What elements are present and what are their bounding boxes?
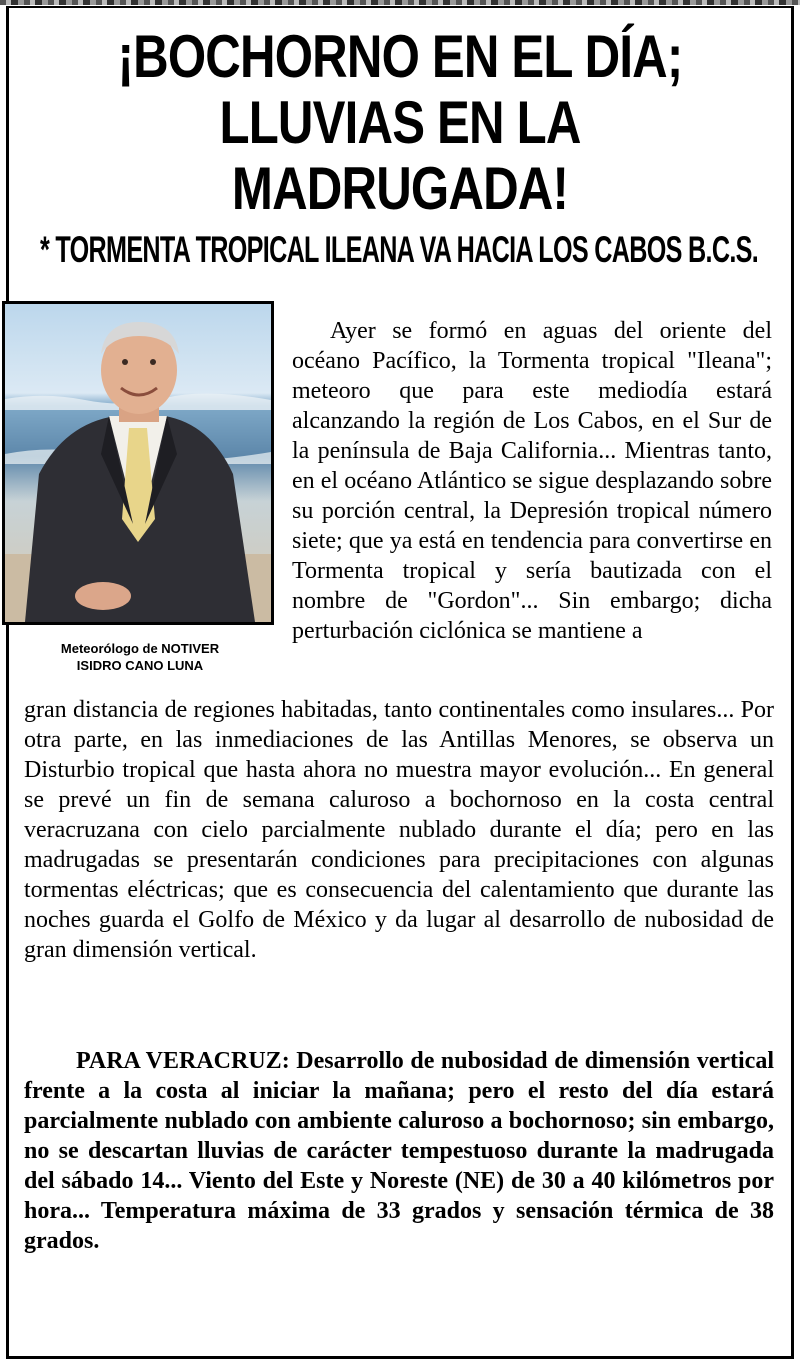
top-edge-strip (0, 0, 800, 5)
headline (72, 24, 728, 222)
subheadline: * TORMENTA TROPICAL ILEANA VA HACIA LOS CABOS B.C.S. (40, 229, 759, 270)
caption-line-2: ISIDRO CANO LUNA (76, 658, 204, 673)
portrait-illustration (5, 304, 271, 622)
photo-caption (20, 640, 260, 674)
article-paragraph-1-continued: gran distancia de regiones habitadas, tanto continentales como insulares... Por otra parte, en las inmediaciones de las Antillas Menores, se observa un Disturbio tropical que hasta ahora no muestra mayor evolución... En general se prevé un fin de semana caluroso a bochornoso en la costa central veracruzana con cielo parcialmente nublado durante el día; pero en las madrugadas se presentarán condiciones para precipitaciones con algunas tormentas eléctricas; que es consecuencia del calentamiento que durante las noches guarda el Golfo de México y da lugar al desarrollo de nubosidad de gran dimensión vertical. (24, 697, 774, 963)
meteorologist-photo (2, 301, 274, 625)
article-paragraph-1-beside-photo: Ayer se formó en aguas del oriente del océano Pacífico, la Tormenta tropical "Ileana"; meteoro que para este mediodía estará alcanzando la región de Los Cabos, en el Sur de la península de Baja California... Mientras tanto, en el océano Atlántico se sigue desplazando sobre su porción central, la Depresión tropical número siete; que ya está en tendencia para convertirse en Tormenta tropical y sería bautizada con el nombre de "Gordon"... Sin embargo; dicha perturbación ciclónica se mantiene a (292, 318, 772, 644)
article-paragraph-2-forecast: PARA VERACRUZ: Desarrollo de nubosidad de dimensión vertical frente a la costa al iniciar la mañana; pero el resto del día estará parcialmente nublado con ambiente caluroso a bochornoso; sin embargo, no se descartan lluvias de carácter tempestuoso durante la madrugada del sábado 14... Viento del Este y Noreste (NE) de 30 a 40 kilómetros por hora... Temperatura máxima de 33 grados y sensación térmica de 38 grados. (24, 1048, 774, 1254)
headline-line-1: ¡BOCHORNO EN EL DÍA; (117, 23, 683, 90)
caption-line-1: Meteorólogo de NOTIVER (60, 641, 220, 656)
headline-line-2: LLUVIAS EN LA MADRUGADA! (219, 89, 581, 222)
